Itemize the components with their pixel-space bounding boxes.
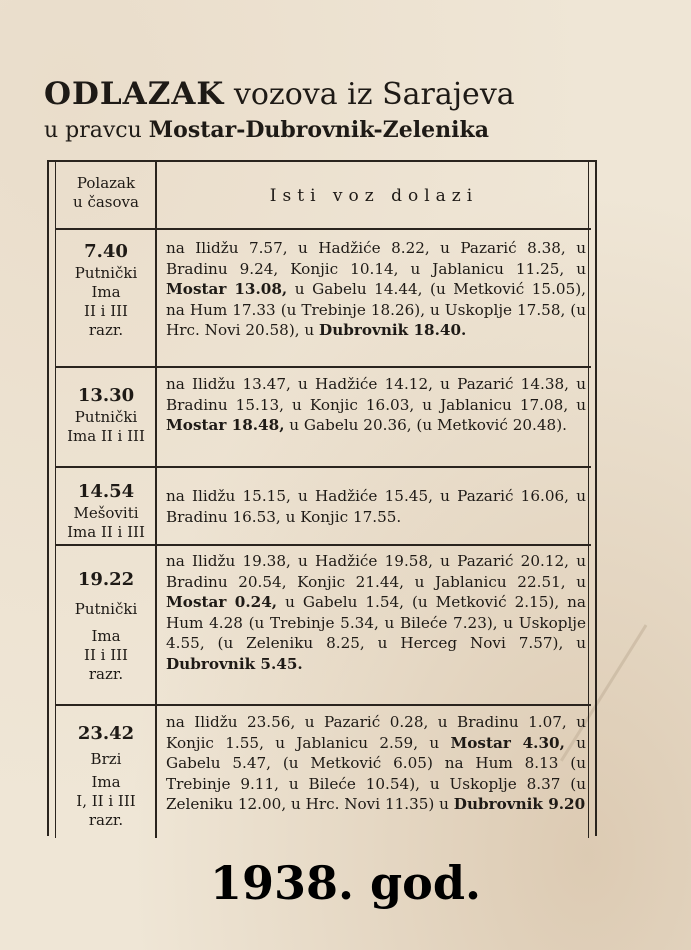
table-column-divider	[155, 162, 157, 838]
header-arrivals: Isti voz dolazi	[269, 186, 479, 206]
table-inner-left-border	[55, 162, 56, 838]
row-3-arrivals	[166, 486, 586, 527]
document-header	[44, 74, 604, 146]
title-line-2	[44, 115, 604, 146]
row-3-text: na Ilidžu 15.15, u Hadžiće 15.45, u Pazarić 16.06, u Bradinu 16.53, u Konjic 17.55.	[166, 487, 586, 526]
row-3-departure	[57, 480, 155, 542]
row-4-divider-right	[157, 704, 591, 706]
row-1-divider-left	[55, 366, 155, 368]
row-3-type: Mešoviti	[73, 504, 139, 522]
row-5-time: 23.42	[77, 723, 135, 744]
year-caption: 1938. god.	[209, 856, 482, 910]
row-3-class-1: Ima II i III	[67, 523, 145, 541]
title-subtitle: vozova iz Sarajeva	[224, 77, 515, 112]
title-line-1	[44, 74, 604, 115]
row-4-dubrovnik: Dubrovnik 5.45.	[166, 654, 303, 673]
row-3-time: 14.54	[77, 481, 135, 502]
header-divider	[55, 228, 591, 230]
row-3-divider-right	[157, 544, 591, 546]
row-2-mostar: Mostar 18.48,	[166, 416, 285, 435]
row-1-text-b: u Gabelu 14.44, (u Metković 15.05), na Hum 17.33 (u Trebinje 18.26), u Uskoplje 17.58, (u Hrc. Novi 20.58), u	[166, 280, 586, 340]
row-2-time: 13.30	[77, 385, 135, 406]
table-inner-right-border	[588, 162, 589, 838]
row-2-text-a: na Ilidžu 13.47, u Hadžiće 14.12, u Pazarić 14.38, u Bradinu 15.13, u Konjic 16.03, u Jablanicu 17.08, u	[166, 375, 586, 414]
row-1-class-3: razr.	[88, 321, 124, 339]
row-5-type: Brzi	[90, 750, 122, 768]
row-5-text-a: na Ilidžu 23.56, u Pazarić 0.28, u Bradinu 1.07, u Konjic 1.55, u Jablanicu 2.59, u	[166, 713, 586, 752]
row-4-departure	[57, 568, 155, 684]
row-1-text-a: na Ilidžu 7.57, u Hadžiće 8.22, u Pazarić 8.38, u Bradinu 9.24, Konjic 10.14, u Jablanicu 11.25, u	[166, 239, 586, 278]
row-2-type: Putnički	[74, 408, 138, 426]
row-5-dubrovnik: Dubrovnik 9.20	[453, 795, 586, 814]
row-1-type: Putnički	[74, 264, 138, 282]
row-1-time: 7.40	[84, 241, 128, 262]
row-1-mostar: Mostar 13.08,	[166, 280, 288, 299]
timetable	[47, 160, 597, 836]
row-2-text-b: u Gabelu 20.36, (u Metković 20.48).	[284, 416, 567, 435]
row-5-class-2: I, II i III	[76, 792, 136, 810]
title-route: Mostar-Dubrovnik-Zelenika	[148, 117, 489, 143]
row-1-class-1: Ima	[91, 283, 121, 301]
row-1-divider-right	[157, 366, 591, 368]
row-5-arrivals	[166, 712, 586, 815]
row-2-departure	[57, 384, 155, 446]
header-left-line-2: u časova	[73, 193, 139, 211]
row-4-text-a: na Ilidžu 19.38, u Hadžiće 19.58, u Pazarić 20.12, u Bradinu 20.54, Konjic 21.44, u Jablanicu 22.51, u	[166, 552, 586, 591]
row-2-divider-right	[157, 466, 591, 468]
row-5-class-3: razr.	[88, 811, 124, 829]
row-4-divider-left	[55, 704, 155, 706]
row-4-time: 19.22	[77, 569, 135, 590]
title-direction-prefix: u pravcu	[44, 118, 149, 143]
row-2-arrivals	[166, 374, 586, 436]
row-5-class-1: Ima	[91, 773, 121, 791]
row-3-divider-left	[55, 544, 155, 546]
row-4-class-3: razr.	[88, 665, 124, 683]
row-4-class-2: II i III	[84, 646, 128, 664]
row-2-class-1: Ima II i III	[67, 427, 145, 445]
row-2-divider-left	[55, 466, 155, 468]
row-5-departure	[57, 722, 155, 830]
row-5-mostar: Mostar 4.30,	[450, 733, 565, 752]
row-1-class-2: II i III	[84, 302, 128, 320]
row-4-mostar: Mostar 0.24,	[166, 593, 278, 612]
row-1-departure	[57, 240, 155, 340]
row-4-arrivals	[166, 551, 586, 675]
row-1-arrivals	[166, 238, 586, 341]
row-4-type: Putnički	[74, 600, 138, 618]
row-5-text-b: u Gabelu 5.47, (u Metković 6.05) na Hum 8.13 (u Trebinje 9.11, u Bileće 10.54), u Uskoplje 8.37 (u Zeleniku 12.00, u Hrc. Novi 11.35) u	[166, 733, 586, 814]
header-left-line-1: Polazak	[76, 174, 136, 192]
row-4-text-b: u Gabelu 1.54, (u Metković 2.15), na Hum 4.28 (u Trebinje 5.34, u Bileće 7.23), u Uskoplje 4.55, (u Zeleniku 8.25, u Herceg Novi 7.57), u	[166, 593, 586, 653]
title-departure: ODLAZAK	[44, 76, 225, 112]
row-4-class-1: Ima	[91, 627, 121, 645]
row-1-dubrovnik: Dubrovnik 18.40.	[319, 321, 467, 340]
header-departure-time	[57, 174, 155, 212]
